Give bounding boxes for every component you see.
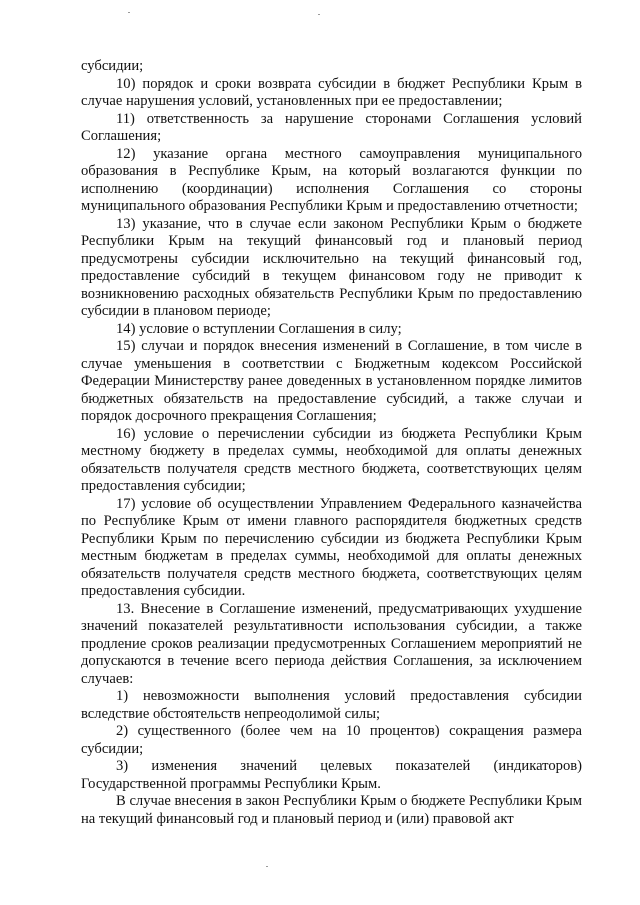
paragraph-item-15: 15) случаи и порядок внесения изменений в Соглашение, в том числе в случае уменьшения в соответствии с Бюджетным кодексом Российской Федерации Министерству ранее доведенных в установленном порядке лимитов бюджетных обязательств на предоставление субсидий, а также случаи и порядок досрочного прекращения Соглашения; [81,338,582,424]
paragraph-case-2: 2) существенного (более чем на 10 процентов) сокращения размера субсидии; [81,723,582,757]
paragraph-item-11: 11) ответственность за нарушение сторонами Соглашения условий Соглашения; [81,110,582,144]
paragraph-item-16: 16) условие о перечислении субсидии из бюджета Республики Крым местному бюджету в пределах суммы, необходимой для оплаты денежных обязательств получателя средств местного бюджета, соответствующих целям предоставления субсидии; [81,425,582,494]
paragraph-0: субсидии; [81,58,144,74]
paragraph-case-1: 1) невозможности выполнения условий предоставления субсидии вследствие обстоятельств непреодолимой силы; [81,688,582,722]
paragraph-item-12: 12) указание органа местного самоуправления муниципального образования в Республике Крым, на который возлагаются функции по исполнению (координации) исполнения Соглашения со стороны муниципального образования Республики Крым и предоставлению отчетности; [81,145,582,214]
paragraph-section-13: 13. Внесение в Соглашение изменений, предусматривающих ухудшение значений показателей результативности использования субсидии, а также продление сроков реализации предусмотренных Соглашением мероприятий не допускаются в течение всего периода действия Соглашения, за исключением случаев: [81,600,582,687]
paragraph-item-13: 13) указание, что в случае если законом Республики Крым о бюджете Республики Крым на текущий финансовый год и плановый период предусмотрены субсидии исключительно на текущий финансовый год, предоставление субсидий в текущем финансовом году не приводит к возникновению расходных обязательств Республики Крым по предоставлению субсидии в плановом периоде; [81,215,582,319]
scan-speck [318,14,320,15]
scan-speck [266,866,268,867]
document-page [81,58,582,828]
paragraph-case-3: 3) изменения значений целевых показателей (индикаторов) Государственной программы Республики Крым. [81,758,582,792]
paragraph-item-17: 17) условие об осуществлении Управлением Федерального казначейства по Республике Крым от имени главного распорядителя бюджетных средств Республики Крым по перечислению субсидии из бюджета Республики Крым местным бюджетам в пределах суммы, необходимой для оплаты денежных обязательств получателя средств местного бюджета, соответствующих целям предоставления субсидии. [81,495,582,599]
paragraph-item-14: 14) условие о вступлении Соглашения в силу; [116,320,402,337]
paragraph-final: В случае внесения в закон Республики Крым о бюджете Республики Крым на текущий финансовый год и плановый период и (или) правовой акт [81,793,582,827]
scan-speck [128,12,130,13]
paragraph-item-10: 10) порядок и сроки возврата субсидии в бюджет Республики Крым в случае нарушения условий, установленных при ее предоставлении; [81,75,582,109]
